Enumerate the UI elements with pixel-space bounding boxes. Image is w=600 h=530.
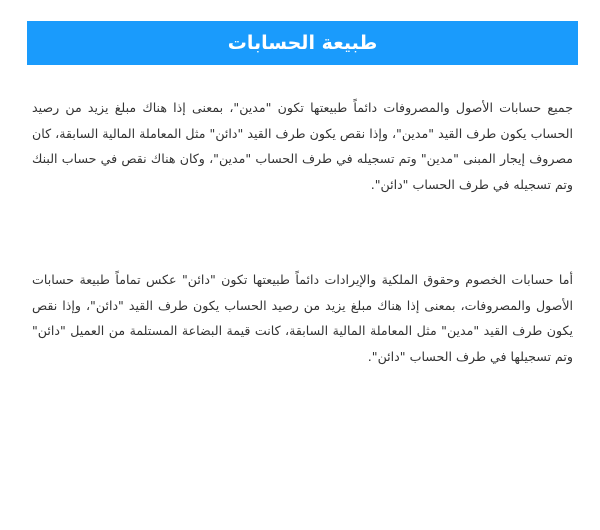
paragraph-liabilities-equity-revenue: أما حسابات الخصوم وحقوق الملكية والإيرادات دائماً طبيعتها تكون "دائن" عكس تماماً طبيعة حسابات الأصول والمصروفات، بمعنى إذا هناك مبلغ يزيد من رصيد الحساب يكون طرف القيد "دائن"، وإذا نقص يكون طرف القيد "مدين" مثل المعاملة المالية السابقة، كانت قيمة البضاعة المستلمة من العميل "دائن" وتم تسجيلها في طرف الحساب "دائن". [32,272,573,364]
section-title-bar [27,21,578,65]
paragraph-assets-expenses: جميع حسابات الأصول والمصروفات دائماً طبيعتها تكون "مدين"، بمعنى إذا هناك مبلغ يزيد من رصيد الحساب يكون طرف القيد "مدين"، وإذا نقص يكون طرف القيد "دائن" مثل المعاملة المالية السابقة، كان مصروف إيجار المبنى "مدين" وتم تسجيله في طرف الحساب "مدين"، وكان هناك نقص في حساب البنك وتم تسجيله في طرف الحساب "دائن". [32,100,573,192]
section-title: طبيعة الحسابات [227,32,378,54]
